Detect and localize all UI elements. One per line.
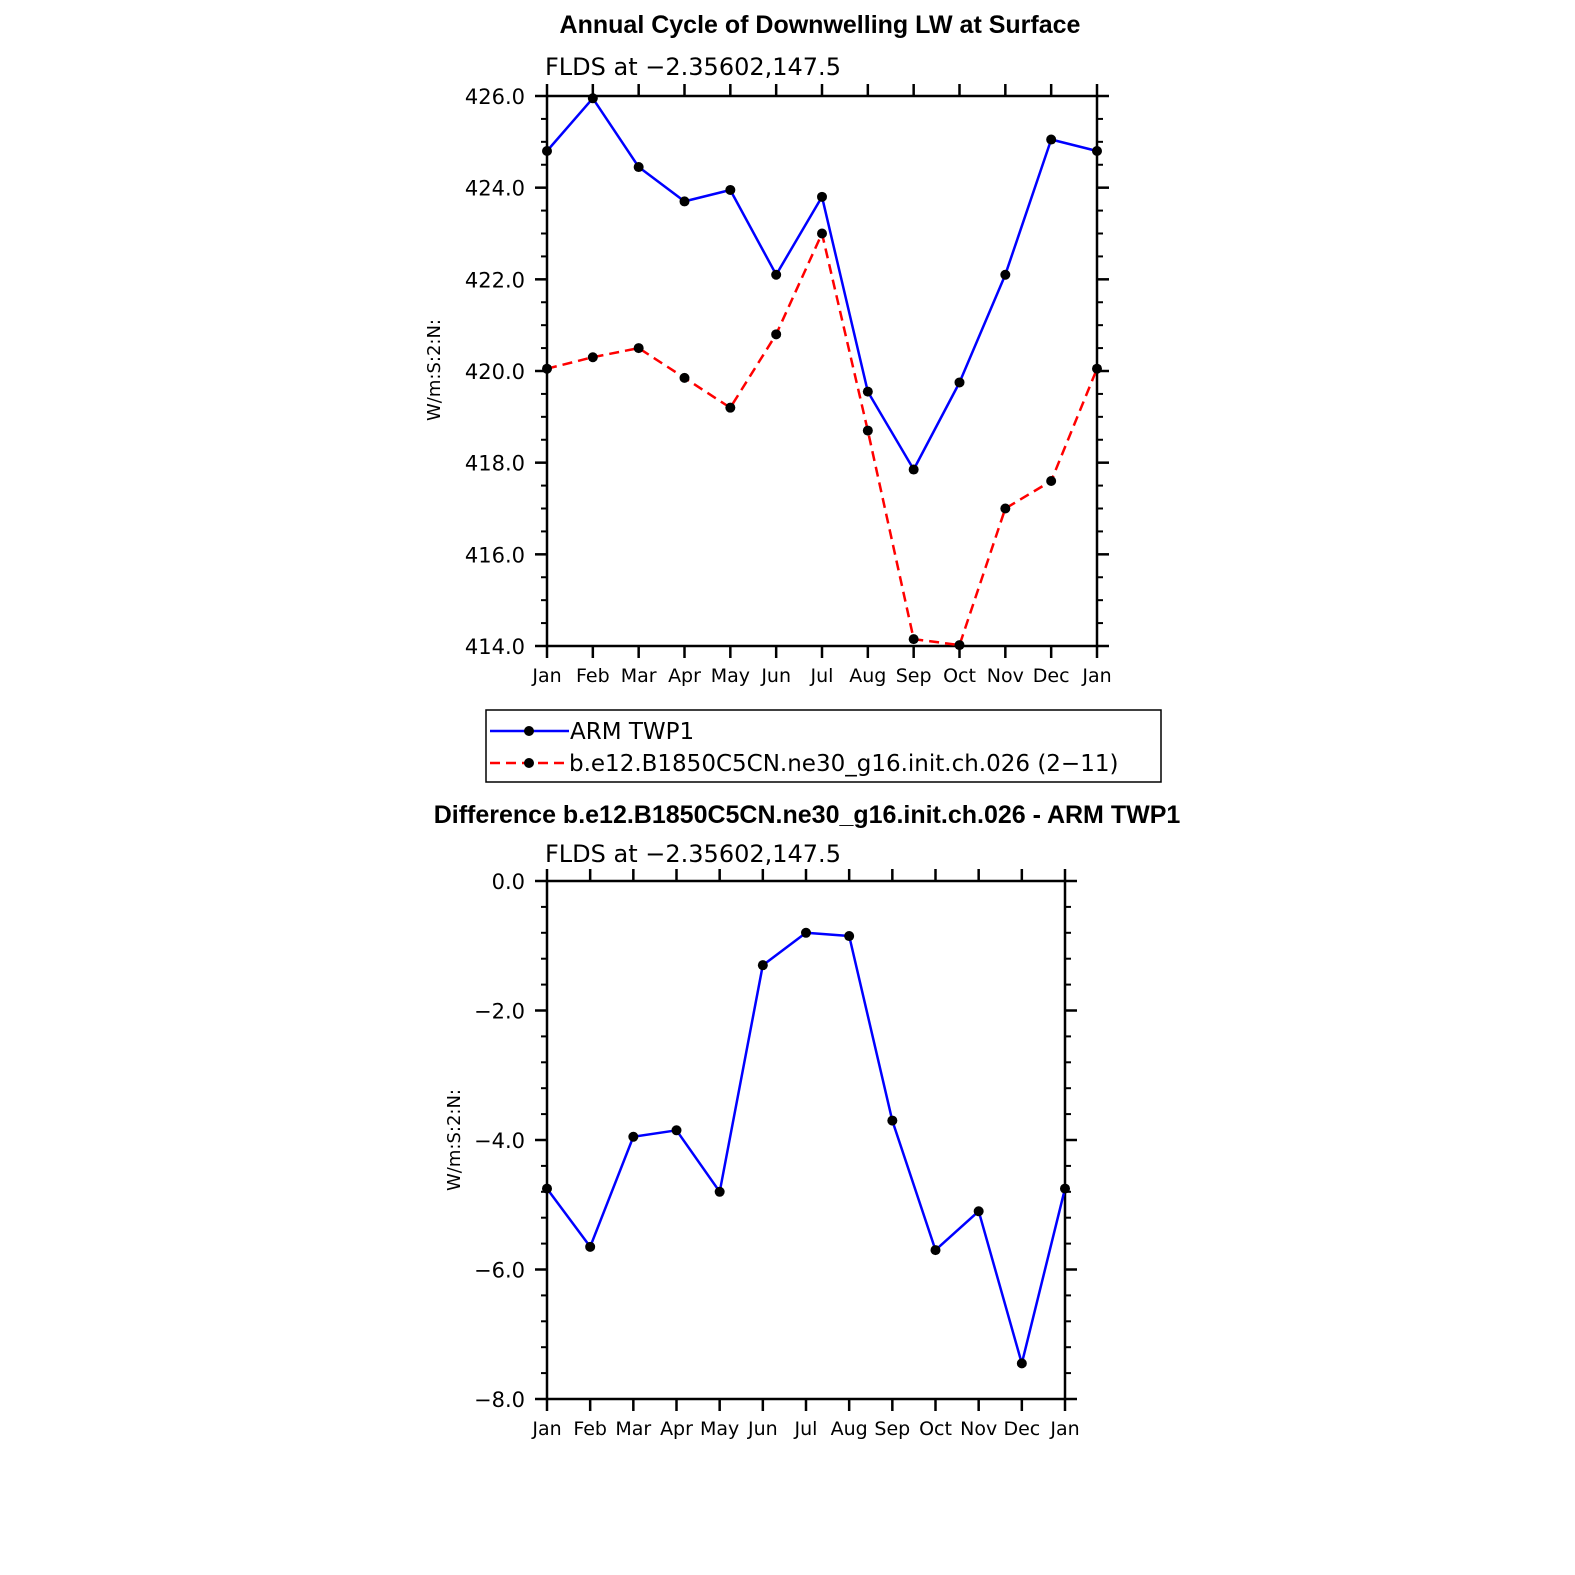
bottom-y-axis-label: W/m:S:2:N:	[444, 1089, 465, 1191]
bottom-x-tick-label: Sep	[874, 1418, 911, 1440]
bottom-chart	[434, 801, 1181, 1440]
top-x-tick-label: Mar	[620, 665, 657, 687]
top-y-tick-label: 422.0	[464, 268, 525, 293]
bottom-series-0-point	[758, 960, 768, 970]
bottom-x-tick-label: Feb	[573, 1418, 607, 1440]
bottom-series-0-point	[931, 1245, 941, 1255]
bottom-series-line-0	[547, 933, 1065, 1364]
top-series-1-point	[909, 634, 919, 644]
top-series-0-point	[725, 185, 735, 195]
top-series-1-point	[955, 640, 965, 650]
bottom-series-0-point	[628, 1132, 638, 1142]
top-series-0-point	[817, 192, 827, 202]
top-x-tick-label: Apr	[668, 665, 701, 687]
bottom-chart-subtitle: FLDS at −2.35602,147.5	[545, 840, 841, 868]
top-x-tick-label: Jan	[532, 665, 562, 687]
bottom-x-tick-label: May	[700, 1418, 740, 1440]
bottom-chart-title: Difference b.e12.B1850C5CN.ne30_g16.init.ch.026 - ARM TWP1	[433, 801, 1181, 829]
top-chart	[424, 11, 1112, 687]
top-series-0-point	[771, 270, 781, 280]
top-series-0-point	[680, 196, 690, 206]
top-series-1-point	[817, 229, 827, 239]
top-series-0-point	[909, 465, 919, 475]
top-series-group	[542, 93, 1102, 650]
top-series-1-point	[542, 364, 552, 374]
bottom-y-tick-label: −4.0	[474, 1129, 525, 1153]
top-chart-title: Annual Cycle of Downwelling LW at Surface	[559, 11, 1081, 39]
top-y-tick-label: 426.0	[464, 85, 525, 109]
top-x-tick-label: Sep	[895, 665, 932, 687]
top-series-line-0	[547, 98, 1097, 469]
top-series-1-point	[680, 373, 690, 383]
legend-marker-arm	[524, 726, 534, 736]
top-y-tick-label: 424.0	[464, 176, 525, 201]
top-series-1-point	[1092, 364, 1102, 374]
top-series-1-point	[863, 426, 873, 436]
legend-label-arm: ARM TWP1	[570, 719, 695, 745]
bottom-x-tick-label: Aug	[830, 1418, 868, 1440]
top-y-ticks	[465, 85, 1109, 659]
bottom-series-group	[542, 928, 1070, 1369]
top-y-tick-label: 418.0	[464, 451, 525, 476]
top-series-0-point	[955, 377, 965, 387]
legend-label-model: b.e12.B1850C5CN.ne30_g16.init.ch.026 (2−11)	[569, 751, 1119, 777]
top-series-1-point	[1000, 504, 1010, 514]
top-series-0-point	[542, 146, 552, 156]
bottom-plot-frame	[547, 881, 1065, 1399]
top-plot-frame	[547, 96, 1097, 646]
bottom-series-0-point	[801, 928, 811, 938]
top-x-tick-label: Feb	[576, 665, 610, 687]
bottom-x-tick-label: Jan	[1050, 1418, 1080, 1440]
bottom-x-tick-label: Jun	[747, 1418, 778, 1440]
top-x-tick-label: Oct	[943, 665, 976, 687]
bottom-series-0-point	[672, 1125, 682, 1135]
bottom-y-tick-label: −8.0	[474, 1388, 525, 1412]
top-x-tick-label: Dec	[1032, 665, 1070, 687]
top-chart-subtitle: FLDS at −2.35602,147.5	[545, 53, 841, 81]
bottom-y-tick-label: 0.0	[491, 870, 525, 894]
top-series-1-point	[588, 352, 598, 362]
top-x-tick-label: Aug	[849, 665, 887, 687]
top-series-0-point	[1000, 270, 1010, 280]
top-series-0-point	[1046, 135, 1056, 145]
top-series-1-point	[634, 343, 644, 353]
bottom-series-0-point	[1060, 1184, 1070, 1194]
top-x-tick-label: Jan	[1082, 665, 1112, 687]
bottom-x-tick-label: Jan	[532, 1418, 562, 1440]
bottom-series-0-point	[974, 1206, 984, 1216]
bottom-series-0-point	[844, 931, 854, 941]
top-x-tick-label: May	[710, 665, 750, 687]
top-series-line-1	[547, 234, 1097, 646]
bottom-y-tick-label: −2.0	[474, 999, 525, 1024]
top-x-ticks	[531, 84, 1111, 687]
top-y-tick-label: 420.0	[464, 360, 525, 384]
top-series-0-point	[863, 387, 873, 397]
top-series-1-point	[1046, 476, 1056, 486]
top-y-tick-label: 416.0	[464, 543, 525, 568]
bottom-y-ticks	[474, 870, 1077, 1412]
bottom-x-tick-label: Apr	[660, 1418, 693, 1440]
top-y-tick-label: 414.0	[464, 635, 525, 659]
bottom-x-ticks	[531, 869, 1079, 1440]
bottom-series-0-point	[715, 1187, 725, 1197]
top-series-0-point	[1092, 146, 1102, 156]
top-series-1-point	[771, 329, 781, 339]
bottom-x-tick-label: Nov	[960, 1418, 998, 1440]
top-x-tick-label: Nov	[986, 665, 1024, 687]
top-series-0-point	[588, 93, 598, 103]
top-x-tick-label: Jul	[810, 665, 834, 687]
top-series-0-point	[634, 162, 644, 172]
top-y-axis-label: W/m:S:2:N:	[424, 319, 445, 421]
top-x-tick-label: Jun	[761, 665, 792, 687]
bottom-y-tick-label: −6.0	[474, 1258, 525, 1283]
bottom-series-0-point	[1017, 1358, 1027, 1368]
top-series-1-point	[725, 403, 735, 413]
bottom-x-tick-label: Oct	[919, 1418, 952, 1440]
bottom-x-tick-label: Jul	[794, 1418, 818, 1440]
bottom-series-0-point	[887, 1116, 897, 1126]
bottom-x-tick-label: Mar	[615, 1418, 652, 1440]
legend	[486, 710, 1161, 782]
legend-marker-model	[524, 758, 534, 768]
bottom-series-0-point	[542, 1184, 552, 1194]
bottom-series-0-point	[585, 1242, 595, 1252]
bottom-x-tick-label: Dec	[1003, 1418, 1041, 1440]
